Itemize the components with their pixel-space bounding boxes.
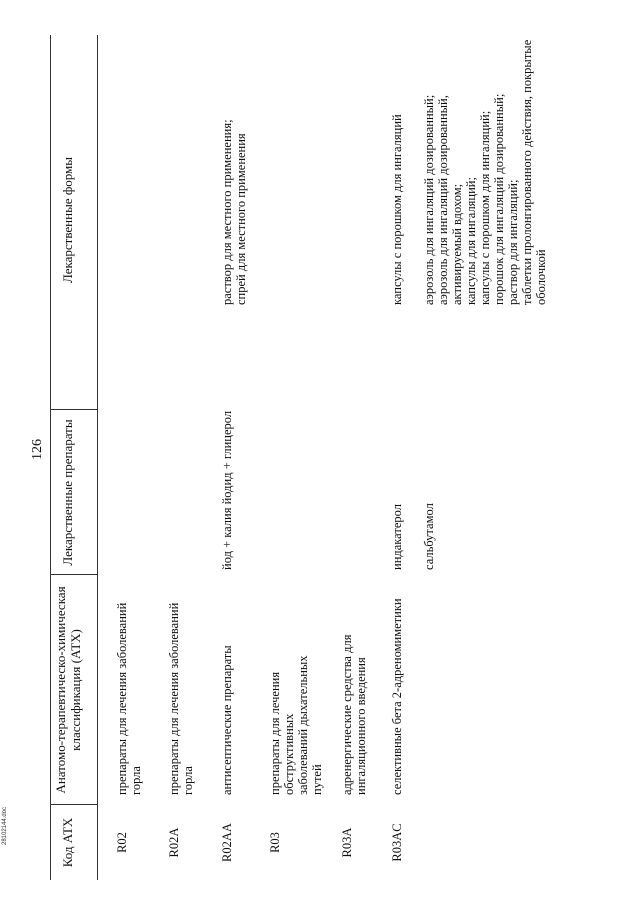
row-r02-code: R02	[115, 832, 129, 853]
header-code: Код АТХ	[60, 817, 75, 868]
header-bottom-border	[97, 35, 98, 880]
row-r03ac-drug: индакатерол	[390, 504, 404, 570]
table-top-border	[50, 35, 51, 880]
col-divider-3	[50, 409, 98, 410]
row-r02aa-code: R02AA	[220, 823, 234, 862]
doc-id-footer: 28102144.doc	[2, 806, 8, 845]
row-r02-classification: препараты для лечения заболеваний горла	[115, 602, 143, 795]
row-r03ac-code: R03AC	[390, 823, 404, 862]
row-r03a-code: R03A	[340, 827, 354, 858]
row-r03ac-forms: капсулы с порошком для ингаляций	[390, 114, 404, 305]
row-r02a-code: R02A	[167, 827, 181, 858]
header-drug: Лекарственные препараты	[60, 419, 75, 566]
row-r03ac-classification: селективные бета 2-адреномиметики	[390, 598, 404, 795]
rotated-table	[30, 15, 605, 880]
row-r03a-classification: адренергические средства для ингаляционного введения	[340, 634, 368, 795]
row-r03-code: R03	[268, 832, 282, 853]
col-divider-2	[50, 574, 98, 575]
row-salbutamol-forms: аэрозоль для ингаляций дозированный; аэрозоль для ингаляций дозированный, активируемый вдохом; капсулы для ингаляций; капсулы с порошком для ингаляций; порошок для ингаляций дозированный; раствор для ингаляций; таблетки пролонгированного действия, покрытые оболочкой	[422, 39, 548, 305]
row-r02aa-classification: антисептические препараты	[220, 645, 234, 795]
page-number: 126	[30, 439, 45, 460]
row-r02aa-drug: йод + калия йодид + глицерол	[220, 410, 234, 570]
row-r03-classification: препараты для лечения обструктивных заболеваний дыхательных путей	[268, 655, 324, 795]
row-r02a-classification: препараты для лечения заболеваний горла	[167, 602, 195, 795]
row-salbutamol-drug: сальбутамол	[422, 503, 436, 570]
header-classification: Анатомо-терапевтическо-химическая классификация (АТХ)	[53, 586, 83, 794]
header-forms: Лекарственные формы	[60, 156, 75, 284]
row-r02aa-forms: раствор для местного применения; спрей для местного применения	[220, 119, 248, 305]
